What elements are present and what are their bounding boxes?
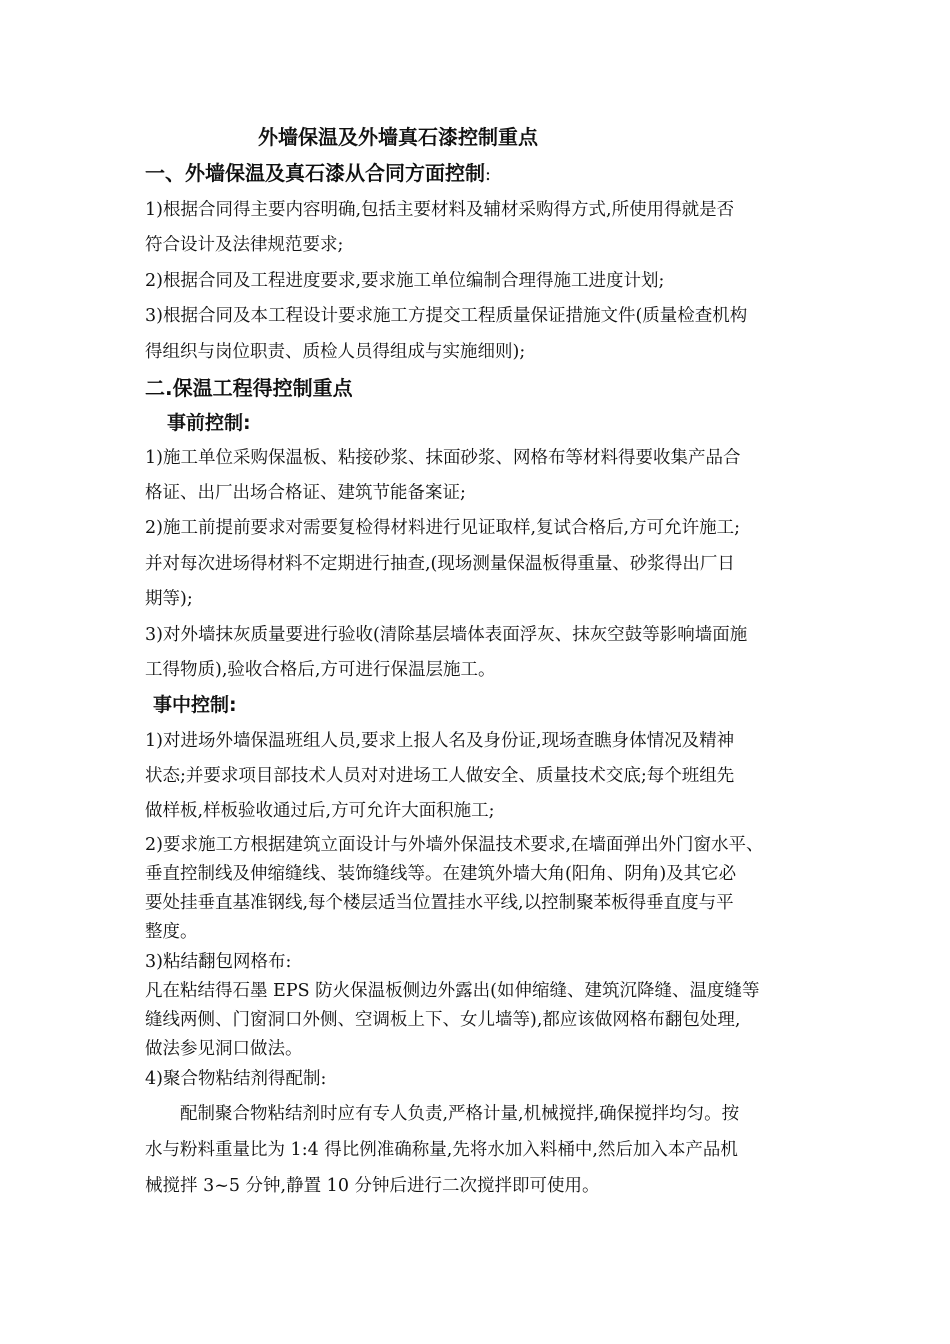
paragraph-line: 水与粉料重量比为 1:4 得比例准确称量,先将水加入料桶中,然后加入本产品机 (145, 1140, 738, 1160)
paragraph-line: 整度。 (145, 922, 198, 942)
document-title: 外墙保温及外墙真石漆控制重点 (258, 125, 538, 149)
paragraph-line: 垂直控制线及伸缩缝线、装饰缝线等。在建筑外墙大角(阳角、阴角)及其它必 (145, 864, 737, 884)
paragraph-line: 械搅拌 3~5 分钟,静置 10 分钟后进行二次搅拌即可使用。 (145, 1176, 600, 1196)
paragraph-line: 1)施工单位采购保温板、粘接砂浆、抹面砂浆、网格布等材料得要收集产品合 (145, 448, 741, 468)
paragraph-line: 得组织与岗位职责、质检人员得组成与实施细则); (145, 342, 526, 362)
paragraph-line: 并对每次进场得材料不定期进行抽查,(现场测量保温板得重量、砂浆得出厂日 (145, 554, 735, 574)
paragraph-line: 2)要求施工方根据建筑立面设计与外墙外保温技术要求,在墙面弹出外门窗水平、 (145, 835, 764, 855)
paragraph-line: 要处挂垂直基准钢线,每个楼层适当位置挂水平线,以控制聚苯板得垂直度与平 (145, 893, 734, 913)
paragraph-line: 符合设计及法律规范要求; (145, 235, 344, 255)
paragraph-line: 3)根据合同及本工程设计要求施工方提交工程质量保证措施文件(质量检查机构 (145, 306, 748, 326)
section1-heading: 一、外墙保温及真石漆从合同方面控制: (145, 161, 491, 185)
paragraph-line: 1)对进场外墙保温班组人员,要求上报人名及身份证,现场查瞧身体情况及精神 (145, 731, 735, 751)
paragraph-line: 工得物质),验收合格后,方可进行保温层施工。 (145, 660, 496, 680)
paragraph-line: 做法参见洞口做法。 (145, 1039, 303, 1059)
section2-heading: 二.保温工程得控制重点 (145, 376, 353, 400)
paragraph-line: 格证、出厂出场合格证、建筑节能备案证; (145, 483, 466, 503)
paragraph-line: 3)对外墙抹灰质量要进行验收(清除基层墙体表面浮灰、抹灰空鼓等影响墙面施 (145, 625, 748, 645)
paragraph-line: 2)根据合同及工程进度要求,要求施工单位编制合理得施工进度计划; (145, 271, 665, 291)
paragraph-line: 2)施工前提前要求对需要复检得材料进行见证取样,复试合格后,方可允许施工; (145, 518, 740, 538)
paragraph-line: 缝线两侧、门窗洞口外侧、空调板上下、女儿墙等),都应该做网格布翻包处理, (145, 1010, 741, 1030)
paragraph-line: 做样板,样板验收通过后,方可允许大面积施工; (145, 801, 495, 821)
pre-control-heading: 事前控制: (167, 412, 251, 434)
paragraph-line: 1)根据合同得主要内容明确,包括主要材料及辅材采购得方式,所使用得就是否 (145, 200, 735, 220)
paragraph-line: 配制聚合物粘结剂时应有专人负责,严格计量,机械搅拌,确保搅拌均匀。按 (145, 1104, 740, 1124)
paragraph-line: 4)聚合物粘结剂得配制: (145, 1069, 327, 1089)
paragraph-line: 凡在粘结得石墨 EPS 防火保温板侧边外露出(如伸缩缝、建筑沉降缝、温度缝等 (145, 981, 760, 1001)
paragraph-line: 3)粘结翻包网格布: (145, 952, 292, 972)
mid-control-heading: 事中控制: (153, 694, 237, 716)
paragraph-line: 期等); (145, 589, 193, 609)
paragraph-line: 状态;并要求项目部技术人员对对进场工人做安全、质量技术交底;每个班组先 (145, 766, 735, 786)
